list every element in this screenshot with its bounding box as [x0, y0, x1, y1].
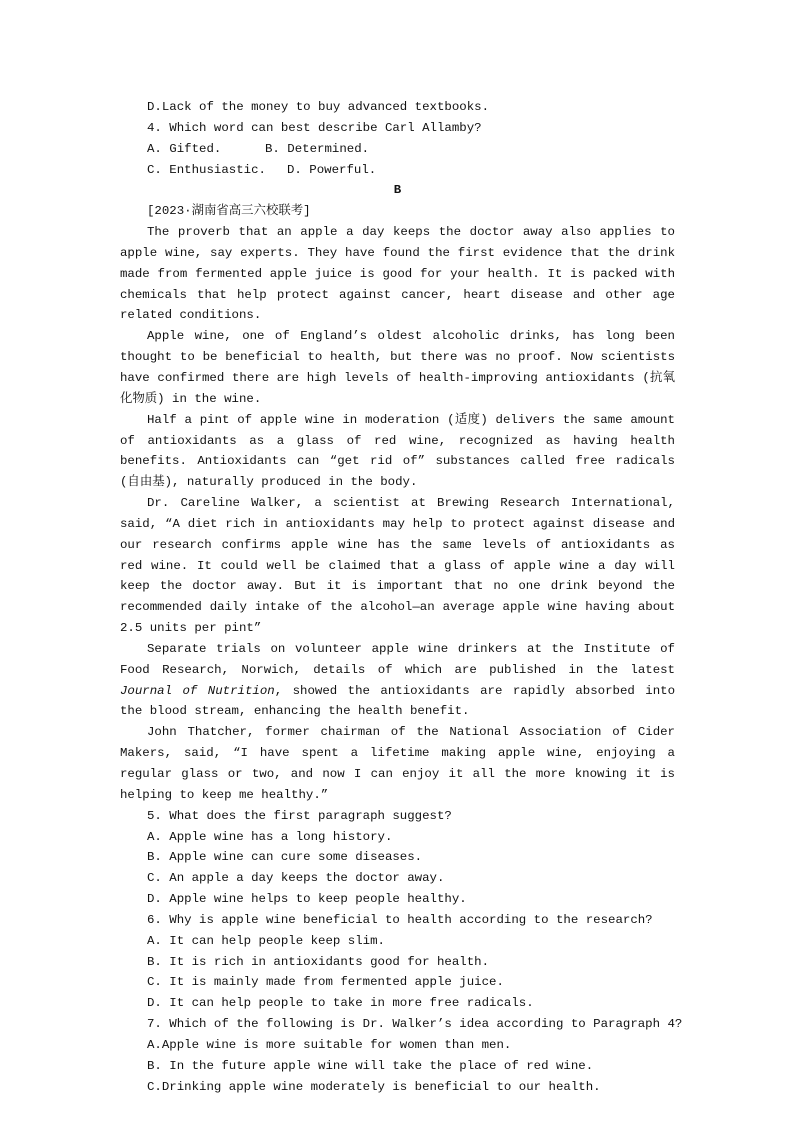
- q4-option-a: A. Gifted.: [147, 141, 222, 156]
- q6-option-c: C. It is mainly made from fermented apple juice.: [147, 975, 504, 990]
- q4-option-d: D. Powerful.: [287, 162, 377, 177]
- q6-option-d: D. It can help people to take in more free radicals.: [147, 996, 534, 1011]
- q7-option-b: B. In the future apple wine will take the place of red wine.: [147, 1058, 594, 1073]
- q7-stem: 7. Which of the following is Dr. Walker’s idea according to Paragraph 4?: [147, 1017, 683, 1032]
- q6-option-a: A. It can help people keep slim.: [147, 933, 385, 948]
- q5-stem: 5. What does the first paragraph suggest?: [147, 808, 452, 823]
- section-letter: B: [393, 183, 402, 198]
- q5-option-c: C. An apple a day keeps the doctor away.: [147, 871, 445, 886]
- passage-paragraph-6: John Thatcher, former chairman of the National Association of Cider Makers, said, “I have spent a lifetime making apple wine, enjoying a regular glass or two, and now I can enjoy it all the more knowing it is helping to keep me healthy.”: [120, 725, 675, 802]
- paragraph-5-text-after: , showed the antioxidants are rapidly absorbed into the blood stream, enhancing the health benefit.: [120, 683, 675, 719]
- q7-option-c: C.Drinking apple wine moderately is beneficial to our health.: [147, 1079, 601, 1094]
- document-page: [120, 97, 683, 1098]
- passage-paragraph-5: [120, 639, 675, 722]
- q5-option-a: A. Apple wine has a long history.: [147, 829, 393, 844]
- passage-paragraph-4: Dr. Careline Walker, a scientist at Brewing Research International, said, “A diet rich in antioxidants may help to protect against disease and our research confirms apple wine has the same levels of antioxidants as red wine. It could well be claimed that a glass of apple wine a day will keep the doctor away. But it is important that no one drink beyond the recommended daily intake of the alcohol—an average apple wine having about 2.5 units per pint”: [120, 496, 675, 636]
- q4-options-row-1: [120, 139, 675, 160]
- q5-option-b: B. Apple wine can cure some diseases.: [147, 850, 423, 865]
- paragraph-5-text-before: Separate trials on volunteer apple wine drinkers at the Institute of Food Research, Norwich, details of which are published in the latest: [120, 641, 675, 677]
- q4-stem: 4. Which word can best describe Carl Allamby?: [147, 120, 482, 135]
- q4-option-c: C. Enthusiastic.: [147, 162, 266, 177]
- passage-paragraph-2: Apple wine, one of England’s oldest alcoholic drinks, has long been thought to be beneficial to health, but there was no proof. Now scientists have confirmed there are high levels of health-improving antioxidants (抗氧化物质) in the wine.: [120, 329, 675, 406]
- q4-options-row-2: [120, 160, 675, 181]
- q5-option-d: D. Apple wine helps to keep people healthy.: [147, 892, 467, 907]
- passage-source: [2023·湖南省高三六校联考]: [147, 204, 311, 219]
- q6-stem: 6. Why is apple wine beneficial to health according to the research?: [147, 912, 653, 927]
- passage-paragraph-3: Half a pint of apple wine in moderation (适度) delivers the same amount of antioxidants as a glass of red wine, recognized as having health benefits. Antioxidants can “get rid of” substances called free radicals (自由基), naturally produced in the body.: [120, 412, 675, 490]
- prev-question-option-d: D.Lack of the money to buy advanced textbooks.: [147, 100, 490, 114]
- q4-option-b: B. Determined.: [265, 141, 370, 156]
- q6-option-b: B. It is rich in antioxidants good for health.: [147, 954, 490, 969]
- q7-option-a: A.Apple wine is more suitable for women than men.: [147, 1037, 512, 1052]
- journal-title: Journal of Nutrition: [120, 683, 275, 698]
- passage-paragraph-1: The proverb that an apple a day keeps the doctor away also applies to apple wine, say experts. They have found the first evidence that the drink made from fermented apple juice is good for your health. It is packed with chemicals that help protect against cancer, heart disease and other age related conditions.: [120, 225, 675, 323]
